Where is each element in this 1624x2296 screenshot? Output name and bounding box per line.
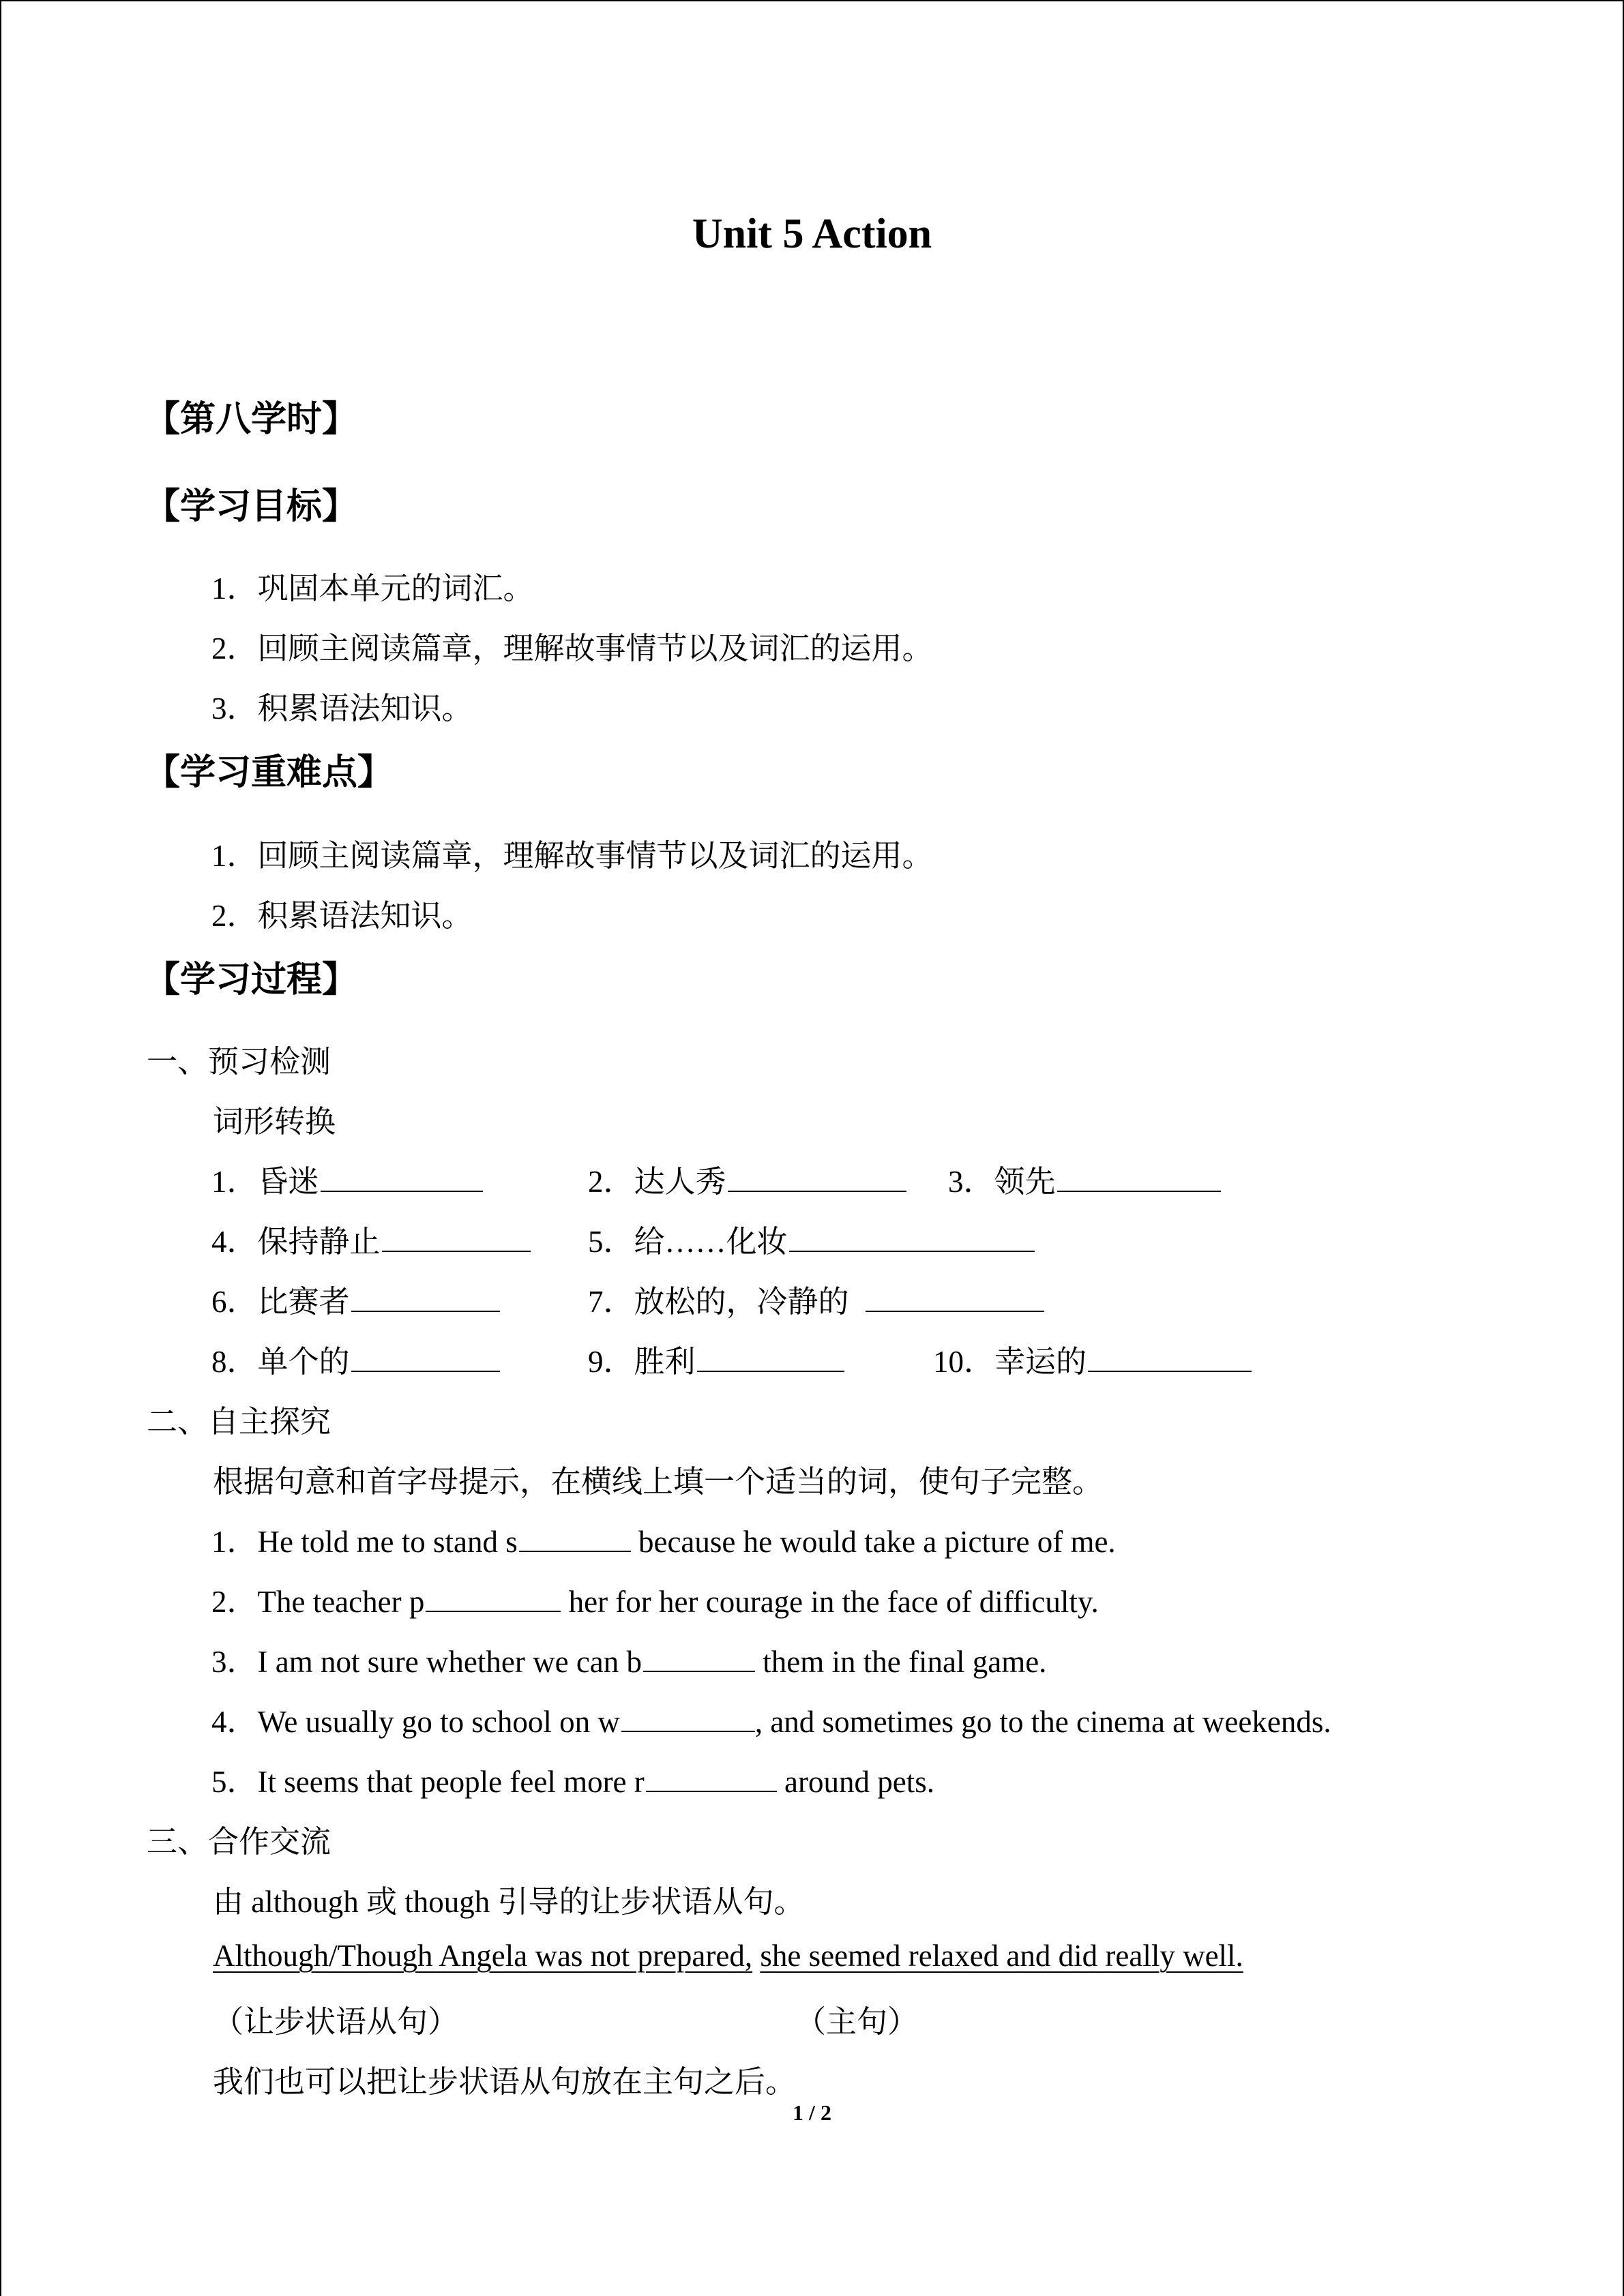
answer-blank[interactable] [643,1643,755,1672]
section3-note: 我们也可以把让步状语从句放在主句之后。 [213,2065,797,2099]
objective-item: 2．回顾主阅读篇章，理解故事情节以及词汇的运用。 [211,631,933,666]
word-form-item: 4．保持静止 [211,1217,531,1261]
answer-blank[interactable] [382,1223,531,1252]
answer-blank[interactable] [789,1223,1035,1252]
section2-instruction: 根据句意和首字母提示，在横线上填一个适当的词，使句子完整。 [213,1465,1104,1499]
answer-blank[interactable] [621,1703,755,1732]
word-form-item: 7．放松的，冷静的 [588,1277,1044,1321]
answer-blank[interactable] [866,1283,1044,1312]
section1-title: 一、预习检测 [147,1045,331,1079]
word-form-item: 5．给……化妆 [588,1217,1035,1261]
fill-in-sentence: 4．We usually go to school on w , and sometimes go to the cinema at weekends. [211,1705,1331,1739]
answer-blank[interactable] [351,1283,500,1312]
key-point-item: 2．积累语法知识。 [211,899,473,933]
section1-subtitle: 词形转换 [213,1105,336,1139]
label-concessive-clause: （让步状语从句） [213,2005,459,2039]
word-form-item: 10．幸运的 [933,1337,1252,1381]
word-form-item: 3．领先 [948,1157,1221,1201]
main-clause: she seemed relaxed and did really well. [760,1939,1243,1973]
answer-blank[interactable] [1057,1163,1221,1192]
answer-blank[interactable] [321,1163,483,1192]
word-form-item: 6．比赛者 [211,1277,500,1321]
page-number: 1 / 2 [793,2100,831,2125]
word-form-item: 1．昏迷 [211,1157,483,1201]
heading-key-points: 【学习重难点】 [145,752,394,793]
word-form-item: 8．单个的 [211,1337,500,1381]
label-main-clause: （主句） [795,2005,919,2039]
fill-in-sentence: 5．It seems that people feel more r around pets. [211,1765,934,1799]
fill-in-sentence: 2．The teacher p her for her courage in the face of difficulty. [211,1585,1099,1619]
answer-blank[interactable] [426,1583,561,1612]
answer-blank[interactable] [697,1343,844,1372]
key-point-item: 1．回顾主阅读篇章，理解故事情节以及词汇的运用。 [211,839,933,873]
section2-title: 二、自主探究 [147,1405,331,1439]
fill-in-sentence: 1．He told me to stand s because he would take a picture of me. [211,1525,1116,1559]
answer-blank[interactable] [519,1523,631,1552]
objective-item: 1．巩固本单元的词汇。 [211,571,534,606]
word-form-item: 2．达人秀 [588,1157,906,1201]
page-title: Unit 5 Action [692,211,932,257]
answer-blank[interactable] [1088,1343,1252,1372]
objective-item: 3．积累语法知识。 [211,691,473,726]
section3-intro: 由 although 或 though 引导的让步状语从句。 [213,1885,805,1919]
heading-objectives: 【学习目标】 [145,486,358,527]
answer-blank[interactable] [728,1163,906,1192]
word-form-item: 9．胜利 [588,1337,844,1381]
answer-blank[interactable] [351,1343,500,1372]
page-top-border [0,0,1624,1]
example-sentence [213,1938,1243,1973]
section3-title: 三、合作交流 [147,1825,331,1859]
answer-blank[interactable] [646,1763,777,1792]
page-left-border [0,0,1,2296]
heading-period: 【第八学时】 [145,399,358,440]
heading-process: 【学习过程】 [145,959,358,1000]
fill-in-sentence: 3．I am not sure whether we can b them in the final game. [211,1645,1047,1679]
concessive-clause: Although/Though Angela was not prepared, [213,1939,753,1973]
